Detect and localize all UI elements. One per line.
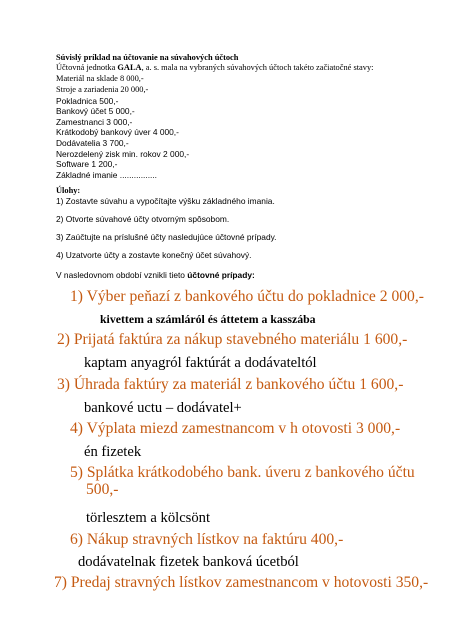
case-7: 7) Predaj stravných lístkov zamestnancom v hotovosti 350,- <box>54 574 429 591</box>
cases-intro-prefix: V nasledovnom období vznikli tieto <box>56 270 188 280</box>
balance-item: Zamestnanci 3 000,- <box>56 117 133 127</box>
intro-suffix: , a. s. mala na vybraných súvahových účtoch takéto začiatočné stavy: <box>141 63 374 72</box>
balance-item: Stroje a zariadenia 20 000,- <box>56 85 149 94</box>
company-name: GALA <box>117 63 142 72</box>
case-3-note: bankové uctu – dodávatel+ <box>84 400 242 416</box>
balance-item: Dodávatelia 3 700,- <box>56 138 129 148</box>
case-4: 4) Výplata miezd zamestnancom v h otovosti 3 000,- <box>70 420 401 437</box>
cases-intro-bold: účtovné prípady: <box>187 270 255 280</box>
intro-prefix: Účtovná jednotka <box>56 63 118 72</box>
balance-item: Pokladnica 500,- <box>56 96 119 106</box>
balance-item: Materiál na sklade 8 000,- <box>56 74 144 83</box>
intro-line <box>56 63 373 74</box>
case-5: 5) Splátka krátkodobého bank. úveru z bankového účtu <box>70 464 415 481</box>
balance-item: Bankový účet 5 000,- <box>56 106 135 116</box>
balance-item: Krátkodobý bankový úver 4 000,- <box>56 127 179 137</box>
task-item: 2) Otvorte súvahové účty otvorným spôsobom. <box>56 214 230 224</box>
case-2: 2) Prijatá faktúra za nákup stavebného materiálu 1 600,- <box>57 331 408 348</box>
case-2-note: kaptam anyagról faktúrát a dodávateltól <box>84 355 317 371</box>
case-3: 3) Úhrada faktúry za materiál z bankového účtu 1 600,- <box>57 376 404 393</box>
page-title: Súvislý príklad na účtovanie na súvahových účtoch <box>56 53 239 62</box>
case-1-note: kivettem a számláról és áttetem a kasszába <box>100 312 316 326</box>
case-6-note: dodávatelnak fizetek banková úcetból <box>78 554 299 570</box>
case-1: 1) Výber peňazí z bankového účtu do pokladnice 2 000,- <box>70 288 424 305</box>
task-item: 4) Uzatvorte účty a zostavte konečný účet súvahový. <box>56 250 252 260</box>
case-4-note: én fizetek <box>84 444 142 460</box>
case-5-amount: 500,- <box>86 481 119 498</box>
balance-item: Software 1 200,- <box>56 159 118 169</box>
balance-item: Nerozdelený zisk min. rokov 2 000,- <box>56 149 190 159</box>
cases-intro <box>56 270 255 281</box>
balance-item: Základné imanie ................ <box>56 170 158 180</box>
task-item: 1) Zostavte súvahu a vypočítajte výšku základného imania. <box>56 196 275 206</box>
tasks-heading: Úlohy: <box>56 186 81 195</box>
case-5-note: törlesztem a kölcsönt <box>86 510 211 526</box>
case-6: 6) Nákup stravných lístkov na faktúru 400,- <box>70 531 344 548</box>
task-item: 3) Zaúčtujte na príslušné účty nasledujúce účtovné prípady. <box>56 232 277 242</box>
